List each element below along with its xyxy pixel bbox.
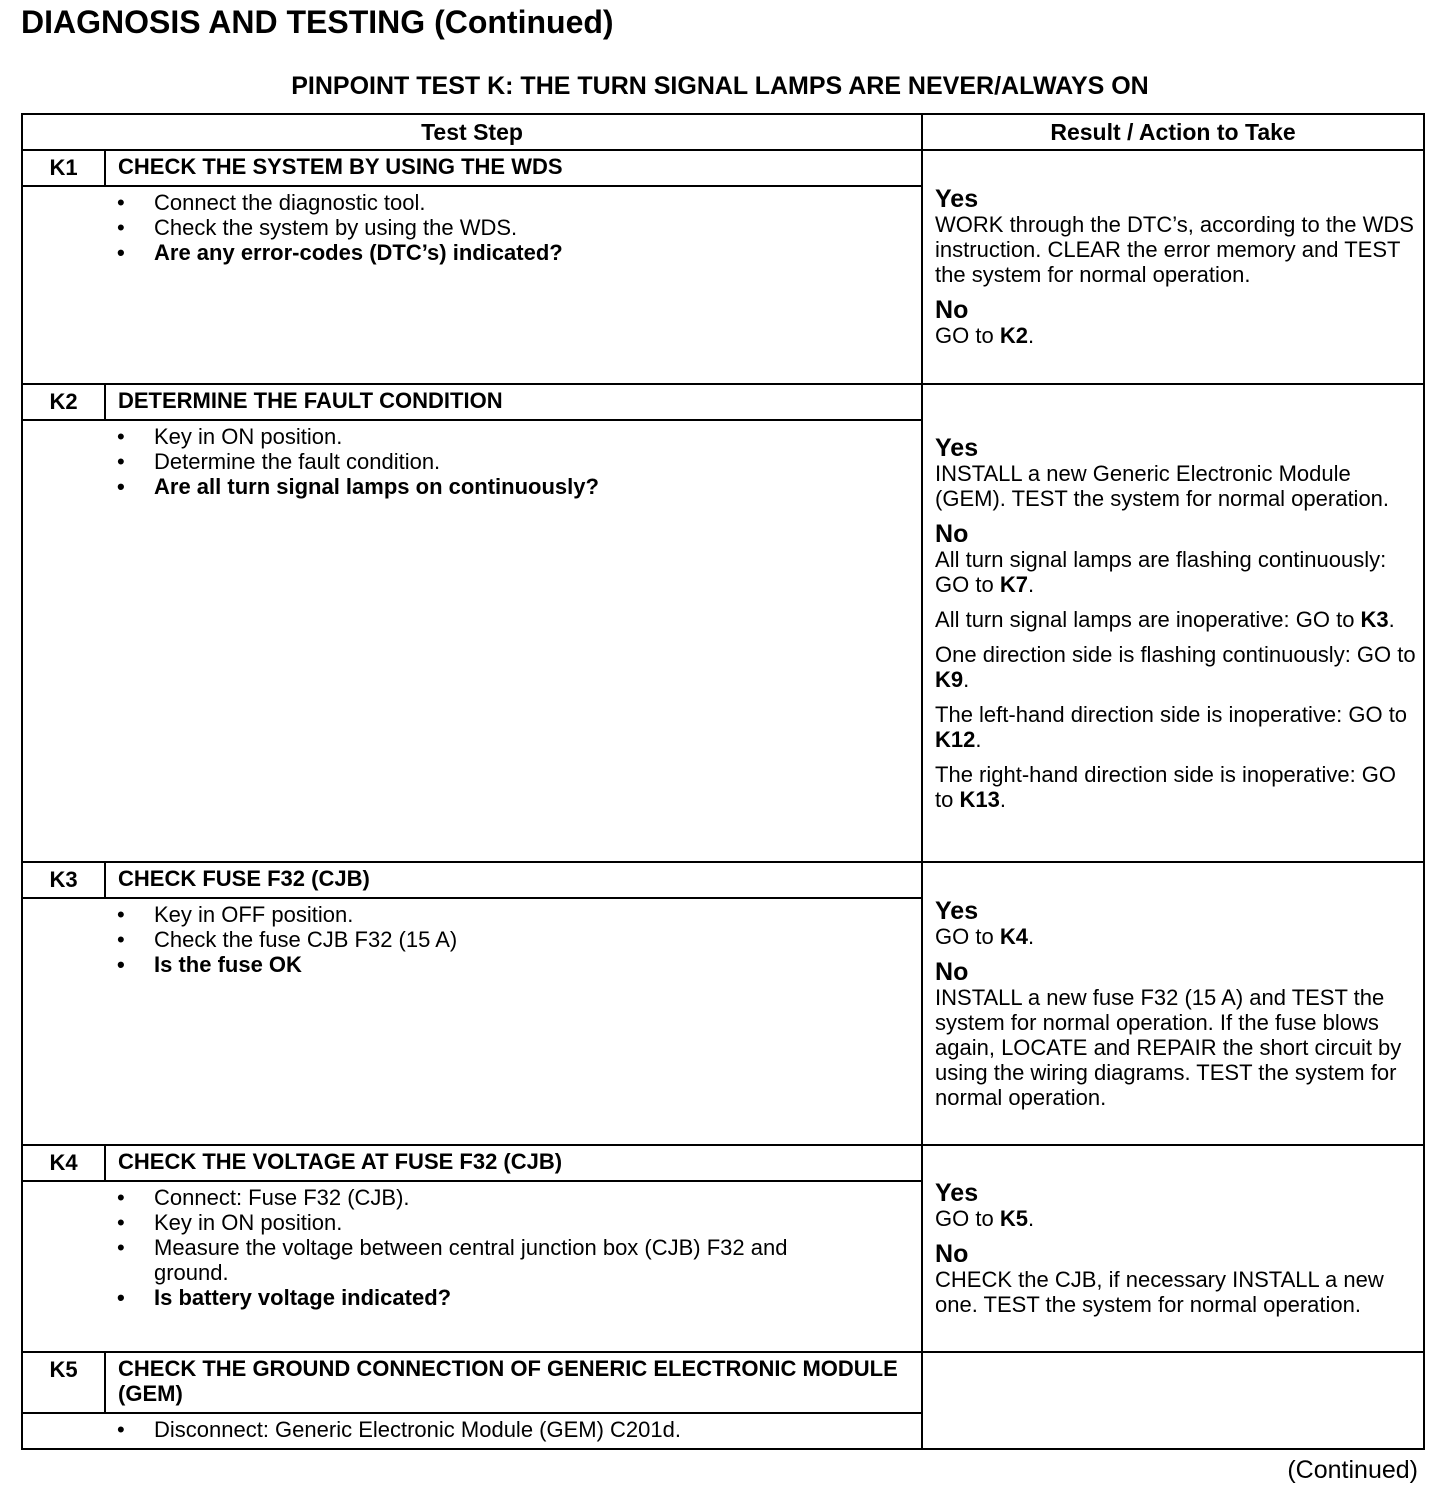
no-action: All turn signal lamps are flashing continuously: GO to K7. xyxy=(935,546,1387,597)
no-action: One direction side is flashing continuously: GO to K9. xyxy=(935,641,1416,692)
step-heading: CHECK THE SYSTEM BY USING THE WDS xyxy=(105,150,922,186)
step-question: • Are any error-codes (DTC’s) indicated? xyxy=(22,240,921,265)
step-result xyxy=(922,150,1424,384)
step-question: • Is the fuse OK xyxy=(22,952,921,977)
step-result xyxy=(922,1352,1424,1449)
step-heading: CHECK FUSE F32 (CJB) xyxy=(105,862,922,898)
step-instructions xyxy=(105,186,922,384)
step-heading: CHECK THE GROUND CONNECTION OF GENERIC ELECTRONIC MODULE (GEM) xyxy=(105,1352,922,1413)
instruction-item: • Check the fuse CJB F32 (15 A) xyxy=(22,927,921,952)
no-action: The left-hand direction side is inoperative: GO to K12. xyxy=(935,701,1408,752)
step-id: K5 xyxy=(22,1352,105,1413)
yes-label: Yes xyxy=(935,185,979,213)
step-instructions xyxy=(105,1413,922,1449)
step-heading: CHECK THE VOLTAGE AT FUSE F32 (CJB) xyxy=(105,1145,922,1181)
step-result xyxy=(922,1145,1424,1352)
step-instructions xyxy=(105,898,922,1145)
instruction-item: • Connect the diagnostic tool. xyxy=(22,190,921,215)
no-action: GO to K2. xyxy=(935,323,1035,348)
instruction-item: • Determine the fault condition. xyxy=(22,449,921,474)
continued-note: (Continued) xyxy=(1287,1456,1418,1484)
instruction-item: • Check the system by using the WDS. xyxy=(22,215,921,240)
step-result xyxy=(922,384,1424,862)
yes-action: WORK through the DTC’s, according to the WDS instruction. CLEAR the error memory and TEST the system for normal operation. xyxy=(935,212,1414,287)
pinpoint-test-title: PINPOINT TEST K: THE TURN SIGNAL LAMPS ARE NEVER/ALWAYS ON xyxy=(291,72,1149,100)
column-header-test-step: Test Step xyxy=(22,114,922,150)
step-id: K4 xyxy=(22,1145,105,1181)
step-result xyxy=(922,862,1424,1145)
step-id: K3 xyxy=(22,862,105,898)
no-label: No xyxy=(935,296,969,324)
step-heading: DETERMINE THE FAULT CONDITION xyxy=(105,384,922,420)
no-action: INSTALL a new fuse F32 (15 A) and TEST the system for normal operation. If the fuse blows again, LOCATE and REPAIR the short circuit by using the wiring diagrams. TEST the system for normal operation. xyxy=(935,984,1402,1110)
instruction-item: • Connect: Fuse F32 (CJB). xyxy=(22,1185,921,1210)
yes-action: GO to K5. xyxy=(935,1206,1035,1231)
step-instructions xyxy=(105,1181,922,1352)
step-id: K1 xyxy=(22,150,105,186)
instruction-item: • Disconnect: Generic Electronic Module (GEM) C201d. xyxy=(22,1417,921,1442)
instruction-item: • Key in ON position. xyxy=(22,424,921,449)
no-label: No xyxy=(935,519,969,548)
yes-action: GO to K4. xyxy=(935,923,1035,949)
yes-label: Yes xyxy=(935,896,979,925)
no-label: No xyxy=(935,1240,969,1268)
no-label: No xyxy=(935,957,969,986)
pinpoint-test-table xyxy=(21,113,1423,1450)
page-title: DIAGNOSIS AND TESTING (Continued) xyxy=(21,4,614,40)
step-question: • Are all turn signal lamps on continuously? xyxy=(22,474,921,499)
instruction-item: • Key in OFF position. xyxy=(22,902,921,927)
step-id: K2 xyxy=(22,384,105,420)
no-action: The right-hand direction side is inoperative: GO to K13. xyxy=(935,761,1397,812)
yes-action: INSTALL a new Generic Electronic Module (GEM). TEST the system for normal operation. xyxy=(935,460,1390,511)
no-action: All turn signal lamps are inoperative: GO to K3. xyxy=(935,606,1395,632)
step-question: • Is battery voltage indicated? xyxy=(22,1285,921,1310)
yes-label: Yes xyxy=(935,433,979,462)
yes-label: Yes xyxy=(935,1179,979,1207)
no-action: CHECK the CJB, if necessary INSTALL a new one. TEST the system for normal operation. xyxy=(935,1267,1384,1317)
step-instructions xyxy=(105,420,922,862)
instruction-item: • Measure the voltage between central junction box (CJB) F32 and ground. xyxy=(22,1235,921,1285)
instruction-item: • Key in ON position. xyxy=(22,1210,921,1235)
column-header-result: Result / Action to Take xyxy=(922,114,1424,150)
